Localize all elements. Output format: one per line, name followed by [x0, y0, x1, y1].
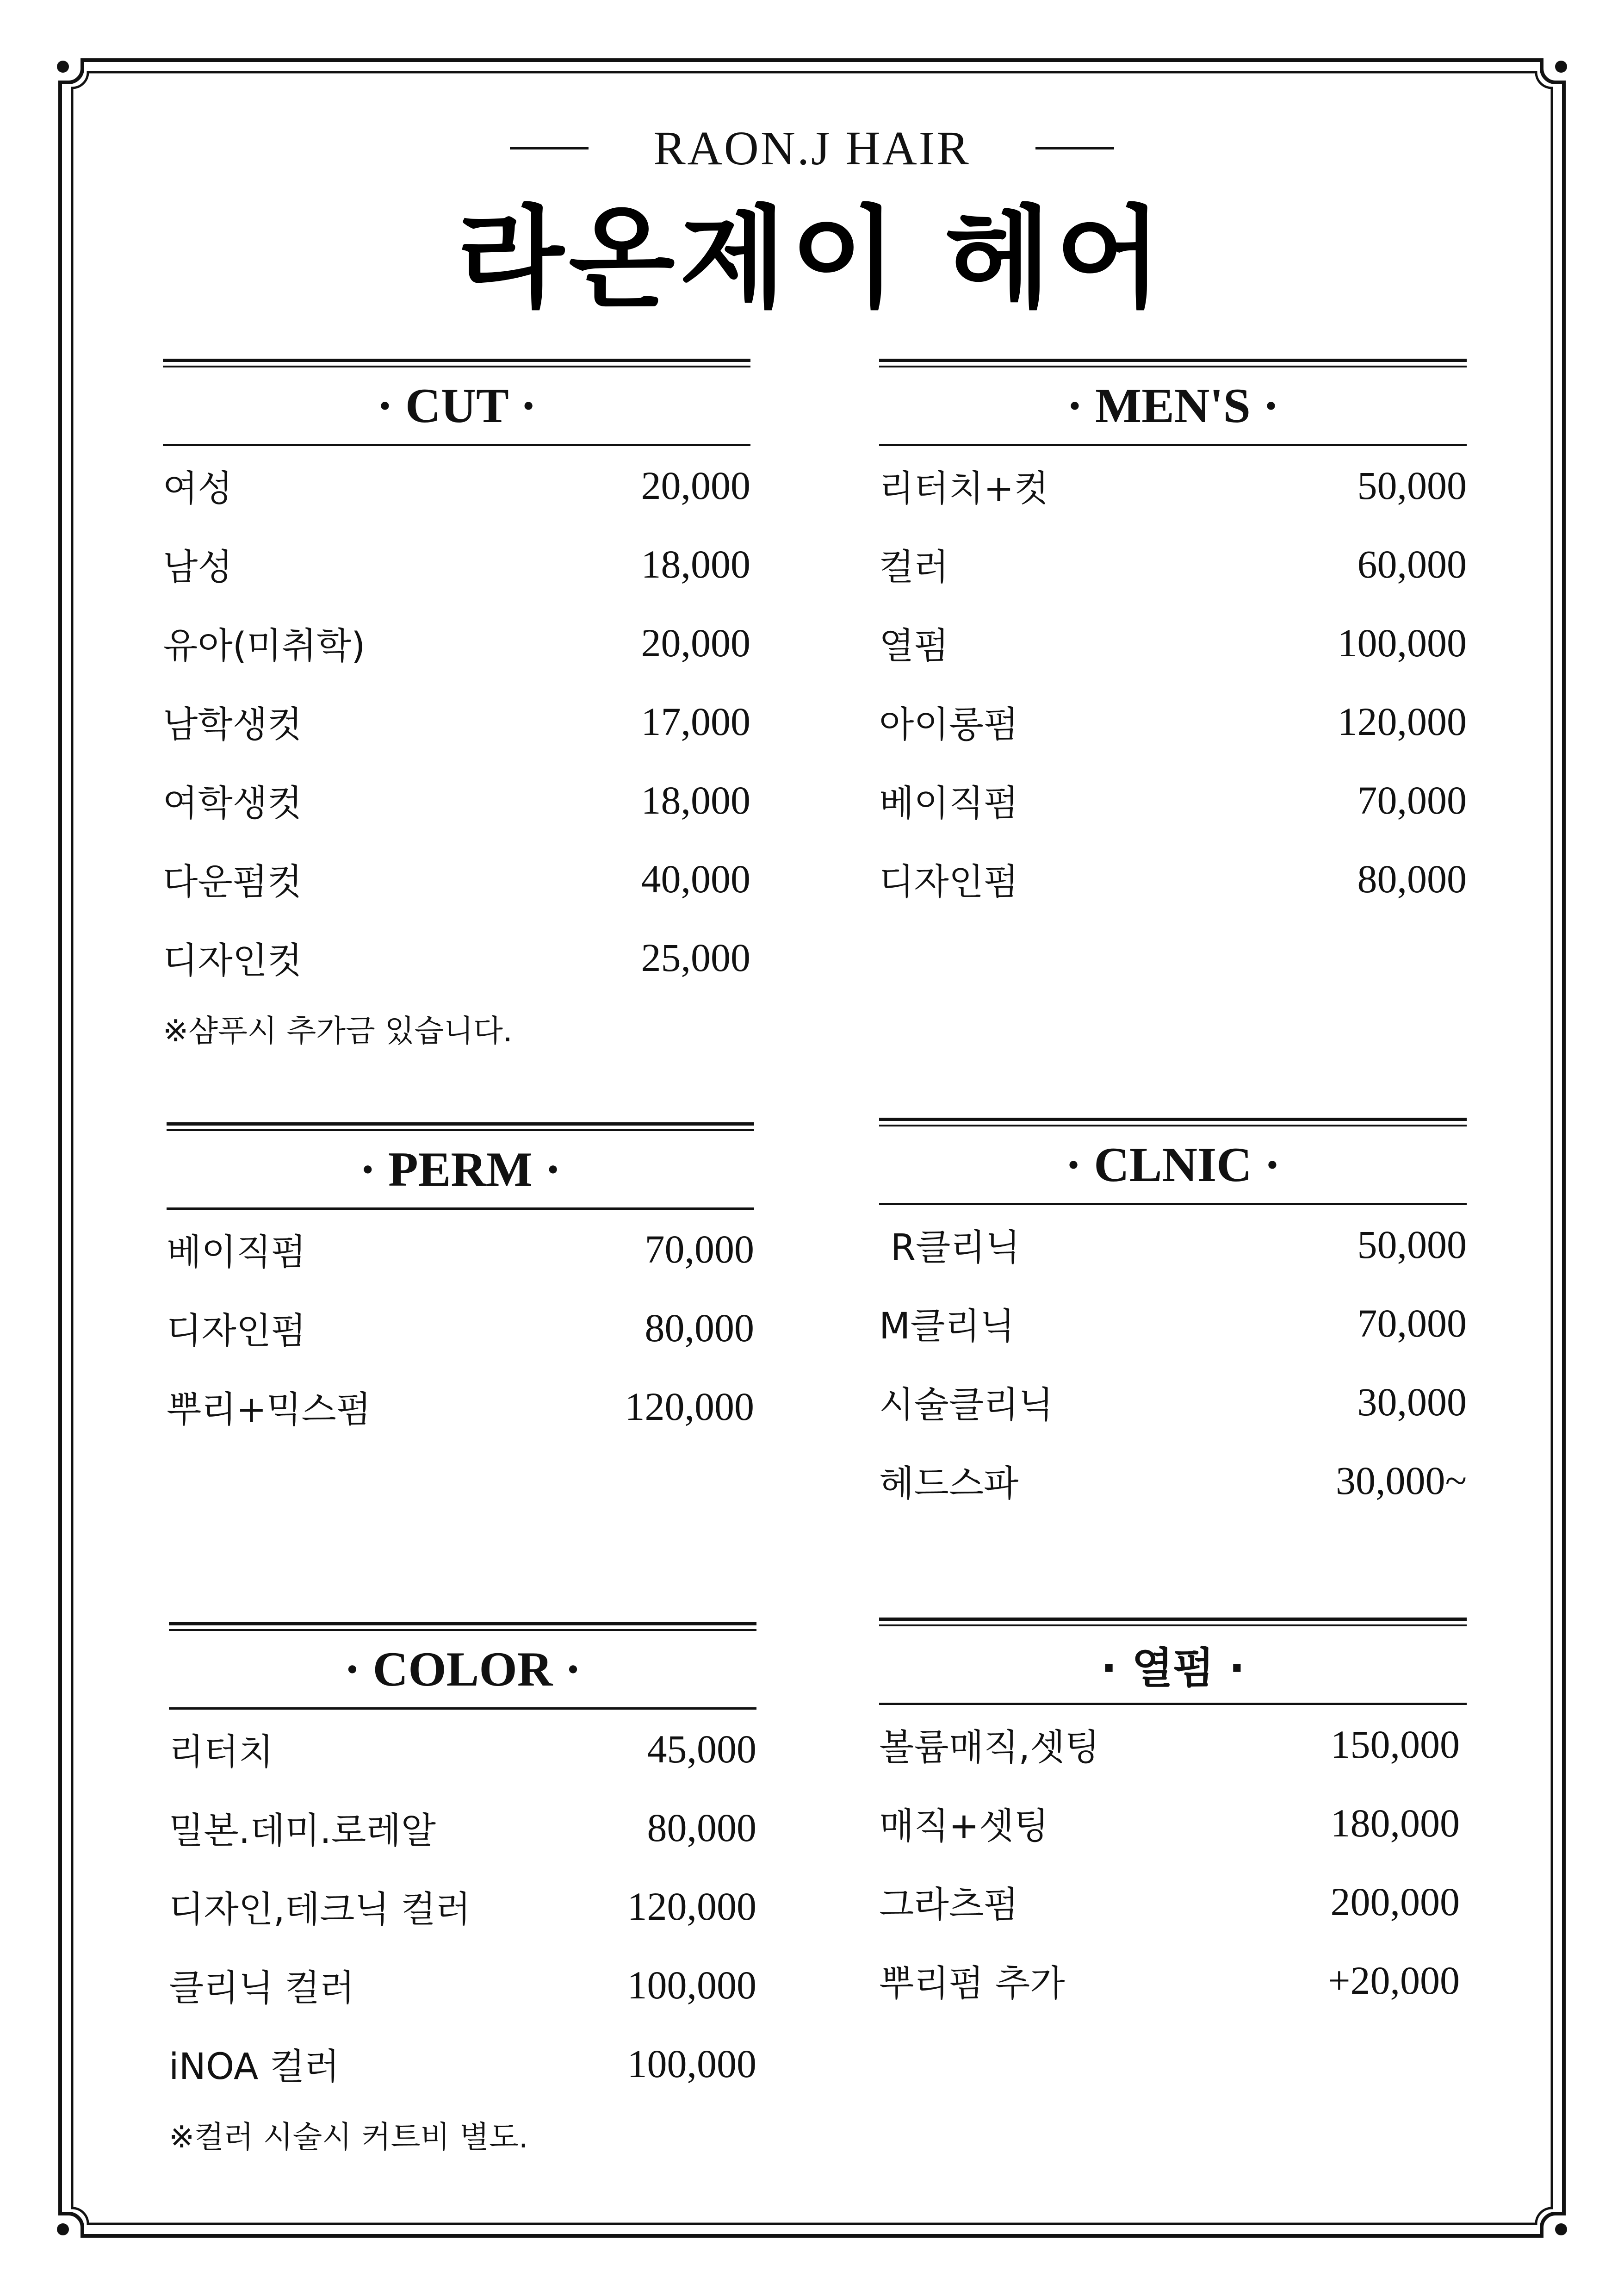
section-title: · PERM · — [167, 1131, 754, 1210]
item-name: 뿌리+믹스펌 — [167, 1389, 372, 1431]
price-list — [879, 1705, 1460, 2020]
item-price: 100,000 — [627, 2041, 756, 2086]
menu-item — [879, 604, 1467, 682]
menu-item — [879, 1784, 1460, 1862]
item-price: 30,000 — [1357, 1380, 1467, 1424]
section-color — [169, 1622, 756, 2156]
item-name: 디자인컷 — [163, 940, 303, 982]
item-price: 120,000 — [627, 1884, 756, 1929]
item-price: 25,000 — [641, 935, 750, 980]
item-name: R클리닉 — [879, 1227, 1021, 1269]
item-name: 디자인,테크닉 컬러 — [169, 1889, 471, 1930]
section-mens — [879, 359, 1467, 918]
item-price: 18,000 — [641, 778, 750, 822]
section-top-rule — [879, 359, 1467, 367]
item-name: 그라츠펌 — [879, 1884, 1019, 1926]
section-top-rule — [163, 359, 750, 367]
menu-item — [163, 525, 750, 604]
item-name: 디자인펌 — [879, 861, 1019, 903]
item-name: 다운펌컷 — [163, 861, 303, 903]
section-title: · COLOR · — [169, 1631, 756, 1710]
item-price: 80,000 — [1357, 857, 1467, 901]
menu-item — [163, 761, 750, 840]
menu-item — [169, 1946, 756, 2024]
item-name: 볼륨매직,셋팅 — [879, 1727, 1100, 1768]
item-price: 70,000 — [1357, 1301, 1467, 1345]
item-price: 100,000 — [1337, 621, 1467, 665]
item-name: 여성 — [163, 468, 233, 510]
title-dash-left — [510, 147, 589, 149]
menu-item — [163, 446, 750, 525]
item-name: 유아(미취학) — [163, 625, 366, 667]
menu-item — [879, 761, 1467, 840]
item-name: 컬러 — [879, 547, 949, 588]
item-price: 20,000 — [641, 463, 750, 508]
item-price: 180,000 — [1330, 1801, 1460, 1845]
menu-item — [879, 1862, 1460, 1941]
menu-item — [879, 1941, 1460, 2020]
corner-dot-bl — [57, 2223, 69, 2235]
section-top-rule — [879, 1118, 1467, 1126]
menu-item — [163, 840, 750, 918]
menu-item — [167, 1210, 754, 1288]
menu-item — [879, 682, 1467, 761]
item-name: 남성 — [163, 547, 233, 588]
item-price: 120,000 — [625, 1384, 754, 1429]
item-price: 100,000 — [627, 1963, 756, 2007]
item-name: 리터치+컷 — [879, 468, 1049, 510]
price-list — [169, 1710, 756, 2103]
item-name: 밀본.데미.로레알 — [169, 1810, 436, 1852]
item-name: 리터치 — [169, 1731, 274, 1773]
item-name: 베이직펌 — [167, 1232, 306, 1273]
menu-item — [169, 1867, 756, 1946]
item-price: 120,000 — [1337, 699, 1467, 744]
section-title: · CLNIC · — [879, 1126, 1467, 1205]
item-name: 클리닉 컬러 — [169, 1967, 355, 2009]
item-price: 18,000 — [641, 542, 750, 586]
price-list — [879, 1205, 1467, 1520]
item-price: +20,000 — [1327, 1958, 1460, 2003]
menu-item — [879, 446, 1467, 525]
item-name: 매직+셋팅 — [879, 1805, 1049, 1847]
menu-item — [879, 525, 1467, 604]
section-top-rule — [167, 1122, 754, 1131]
item-price: 70,000 — [1357, 778, 1467, 822]
item-name: 베이직펌 — [879, 783, 1019, 824]
section-cut — [163, 359, 750, 1050]
menu-item — [163, 604, 750, 682]
price-list — [167, 1210, 754, 1446]
menu-item — [879, 1205, 1467, 1284]
section-note: ※샴푸시 추가금 있습니다. — [163, 1013, 513, 1049]
title-dash-right — [1035, 147, 1114, 149]
menu-item — [879, 1441, 1467, 1520]
item-name: 시술클리닉 — [879, 1384, 1054, 1426]
section-title: · MEN'S · — [879, 367, 1467, 446]
item-price: 50,000 — [1357, 463, 1467, 508]
item-name: 여학생컷 — [163, 783, 303, 824]
item-name: iNOA 컬러 — [169, 2046, 340, 2088]
section-clinic — [879, 1118, 1467, 1520]
menu-item — [879, 840, 1467, 918]
item-name: 아이롱펌 — [879, 704, 1019, 746]
menu-item — [167, 1367, 754, 1446]
brand-english-text: RAON.J HAIR — [653, 121, 971, 175]
section-top-rule — [879, 1618, 1467, 1626]
menu-item — [163, 918, 750, 997]
corner-dot-tr — [1555, 61, 1567, 73]
item-name: 뿌리펌 추가 — [879, 1963, 1065, 2004]
menu-item — [167, 1288, 754, 1367]
item-price: 17,000 — [641, 699, 750, 744]
item-price: 20,000 — [641, 621, 750, 665]
section-note: ※컬러 시술시 커트비 별도. — [169, 2119, 528, 2155]
item-name: 디자인펌 — [167, 1310, 306, 1352]
section-title: · CUT · — [163, 367, 750, 446]
item-name: 헤드스파 — [879, 1463, 1019, 1505]
menu-item — [169, 2024, 756, 2103]
item-price: 40,000 — [641, 857, 750, 901]
menu-item — [879, 1363, 1467, 1441]
item-price: 80,000 — [645, 1306, 754, 1350]
menu-item — [879, 1284, 1467, 1363]
menu-item — [169, 1710, 756, 1788]
item-price: 70,000 — [645, 1227, 754, 1271]
item-name: 남학생컷 — [163, 704, 303, 746]
item-name: M클리닉 — [879, 1306, 1015, 1347]
price-list — [879, 446, 1467, 918]
corner-dot-tl — [57, 61, 69, 73]
section-top-rule — [169, 1622, 756, 1631]
menu-item — [879, 1705, 1460, 1784]
section-perm — [167, 1122, 754, 1446]
menu-item — [163, 682, 750, 761]
menu-item — [169, 1788, 756, 1867]
price-list — [163, 446, 750, 997]
item-price: 150,000 — [1330, 1722, 1460, 1767]
item-price: 60,000 — [1357, 542, 1467, 586]
item-price: 30,000~ — [1335, 1458, 1467, 1503]
corner-dot-br — [1555, 2223, 1567, 2235]
brand-korean: 라온제이 헤어 — [457, 195, 1167, 323]
item-price: 45,000 — [647, 1727, 756, 1771]
brand-english — [0, 118, 1624, 178]
item-price: 50,000 — [1357, 1222, 1467, 1267]
item-price: 80,000 — [647, 1805, 756, 1850]
item-name: 열펌 — [879, 625, 949, 667]
item-price: 200,000 — [1330, 1879, 1460, 1924]
section-heat-perm — [879, 1618, 1467, 2020]
section-title: · 열펌 · — [879, 1626, 1467, 1705]
